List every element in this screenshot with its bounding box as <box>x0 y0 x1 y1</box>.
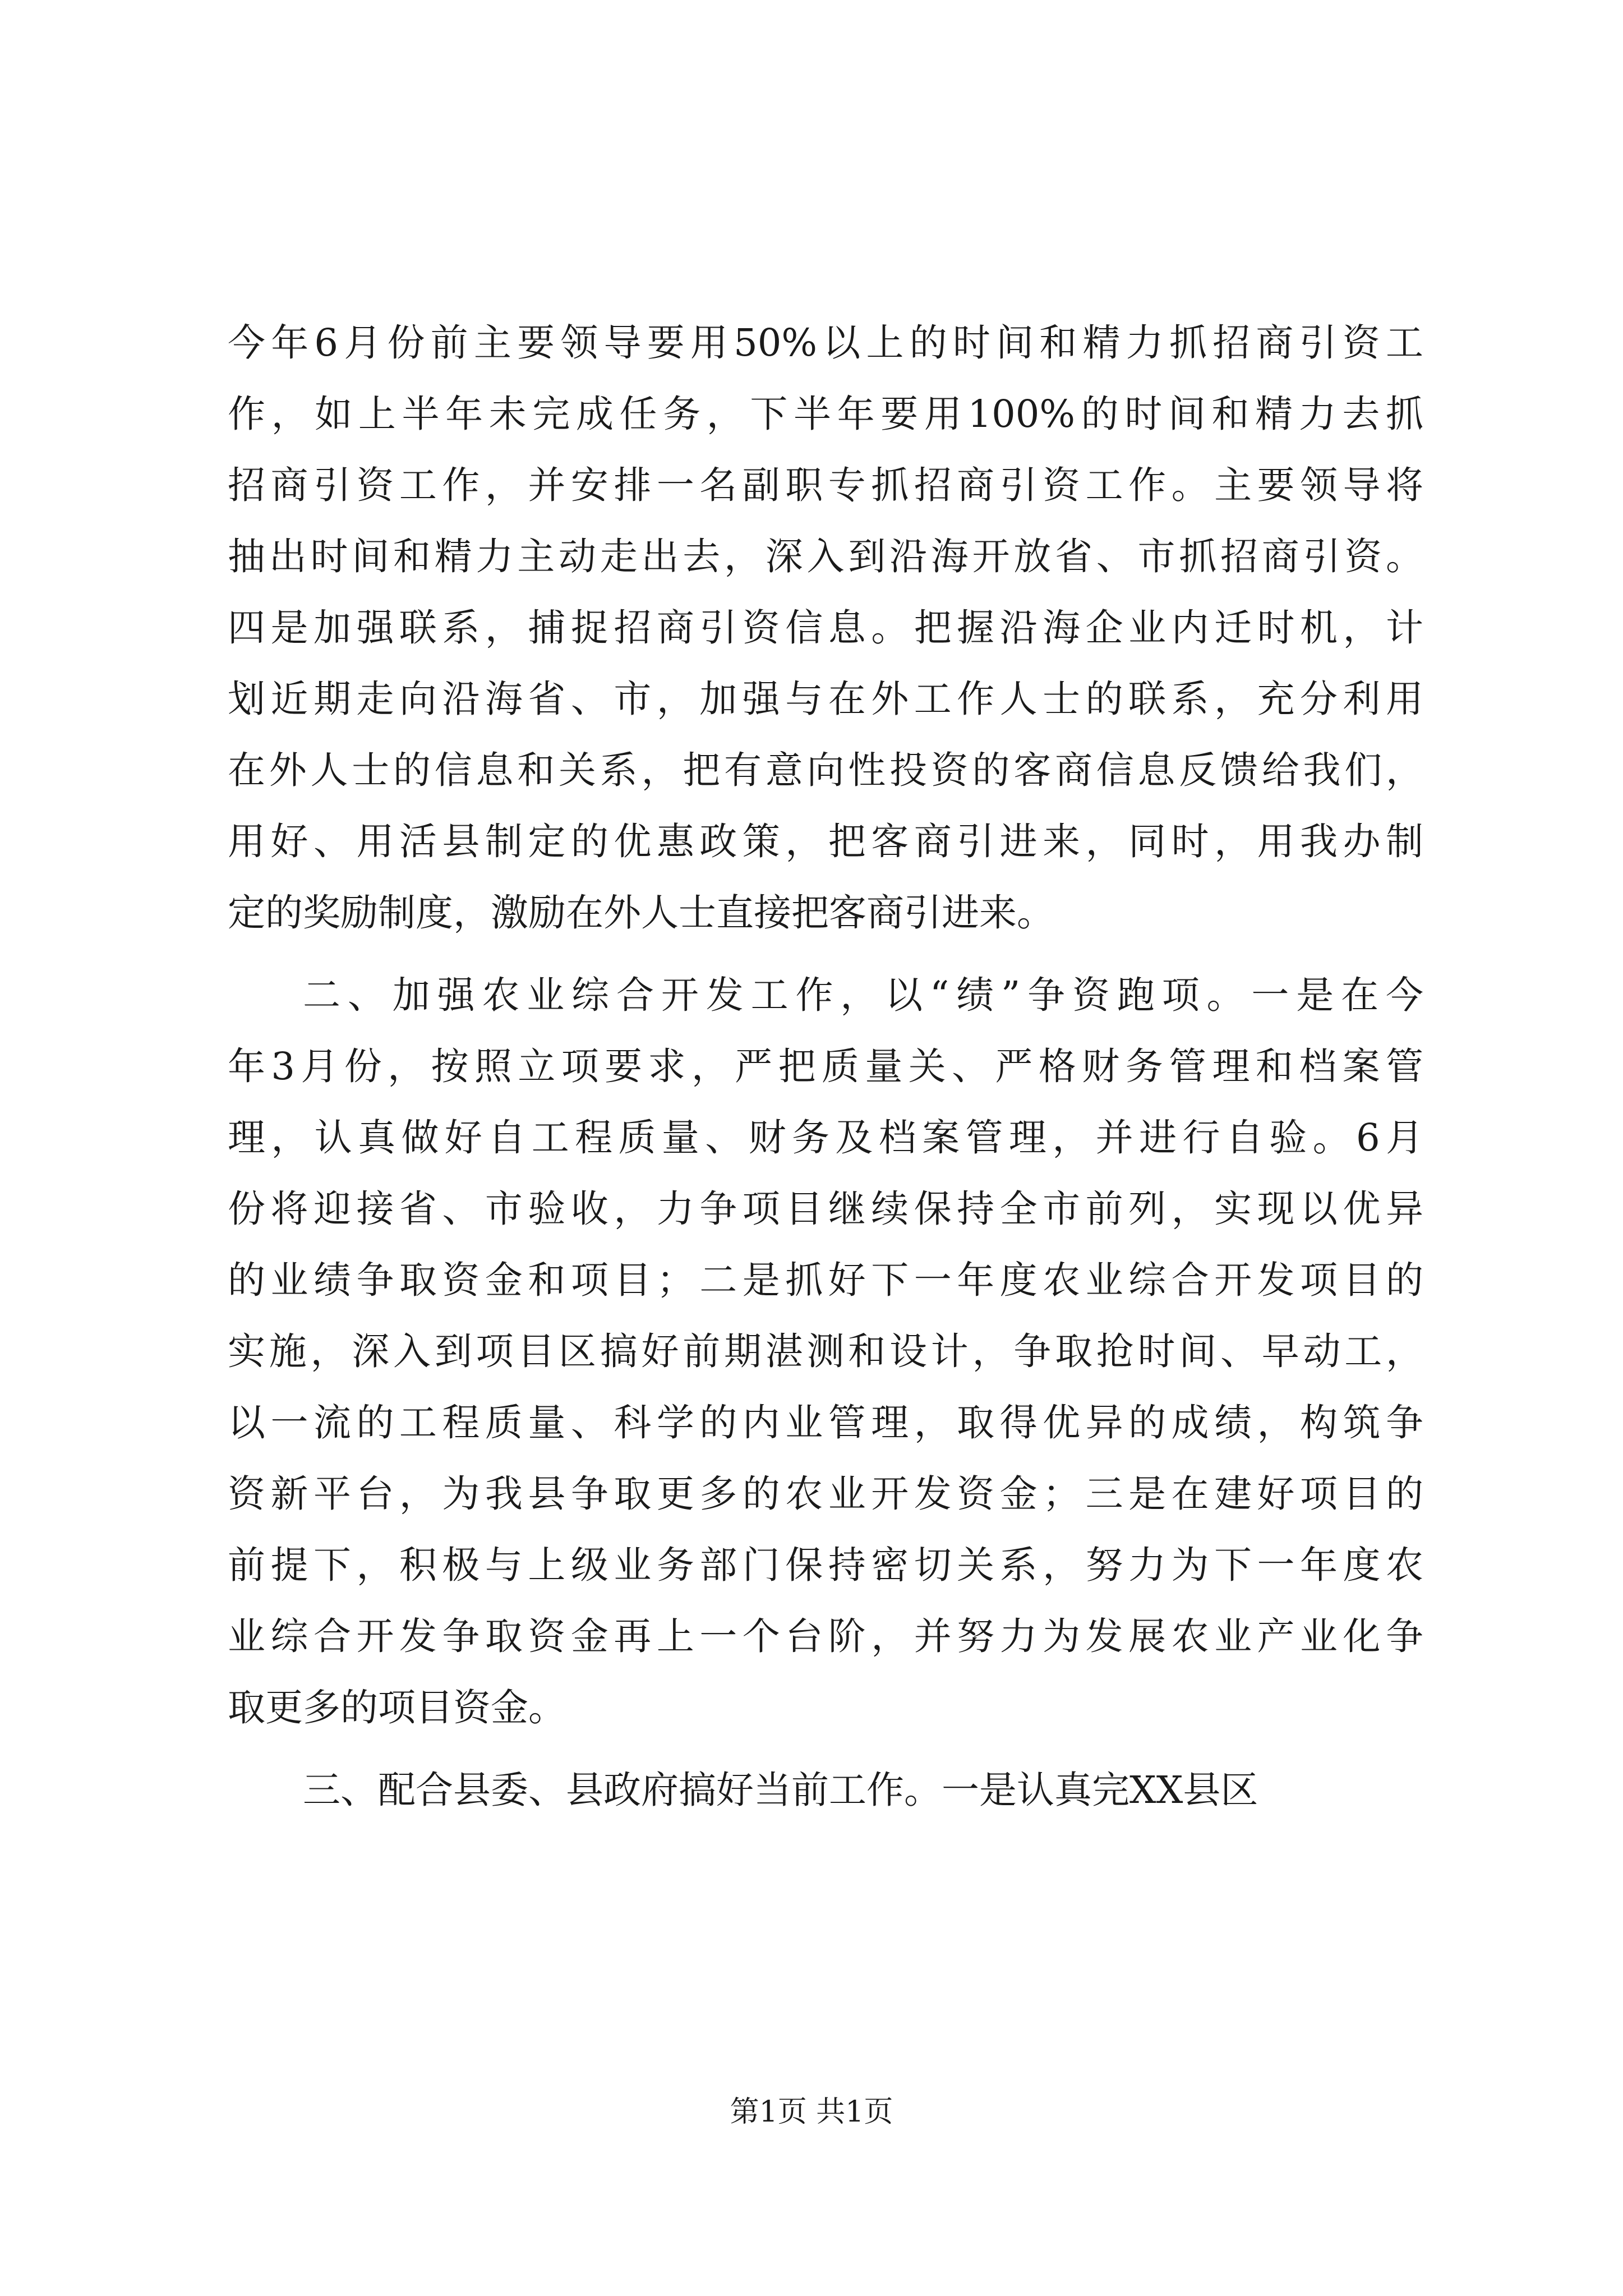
text-line: 以一流的工程质量、科学的内业管理，取得优异的成绩，构筑争 <box>228 1401 1423 1444</box>
paragraph-spacer <box>228 949 1423 960</box>
text-line: 前提下，积极与上级业务部门保持密切关系，努力为下一年度农 <box>228 1543 1423 1587</box>
text-line: 今年6月份前主要领导要用50%以上的时间和精力抓招商引资工 <box>228 321 1423 365</box>
text-line: 实施，深入到项目区搞好前期湛测和设计，争取抢时间、早动工， <box>228 1329 1423 1373</box>
text-line: 四是加强联系，捕捉招商引资信息。把握沿海企业内迁时机，计 <box>228 606 1423 650</box>
text-line: 定的奖励制度，激励在外人士直接把客商引进来。 <box>228 891 1054 935</box>
text-line: 在外人士的信息和关系，把有意向性投资的客商信息反馈给我们， <box>228 748 1423 792</box>
text-line: 作，如上半年未完成任务，下半年要用100%的时间和精力去抓 <box>228 392 1423 436</box>
paragraph <box>228 307 1423 949</box>
paragraph <box>228 960 1423 1743</box>
text-line: 取更多的项目资金。 <box>228 1686 566 1729</box>
text-line: 抽出时间和精力主动走出去，深入到沿海开放省、市抓招商引资。 <box>228 535 1423 578</box>
text-line: 二、加强农业综合开发工作，以“绩”争资跑项。一是在今 <box>303 973 1423 1017</box>
text-line: 划近期走向沿海省、市，加强与在外工作人士的联系，充分利用 <box>228 677 1423 721</box>
paragraph <box>228 1755 1423 1826</box>
text-line: 的业绩争取资金和项目；二是抓好下一年度农业综合开发项目的 <box>228 1258 1423 1302</box>
document-body <box>228 307 1423 1826</box>
text-line: 资新平台，为我县争取更多的农业开发资金；三是在建好项目的 <box>228 1472 1423 1516</box>
page-footer <box>0 2092 1623 2132</box>
text-line: 份将迎接省、市验收，力争项目继续保持全市前列，实现以优异 <box>228 1187 1423 1231</box>
text-line: 业综合开发争取资金再上一个台阶，并努力为发展农业产业化争 <box>228 1614 1423 1658</box>
text-line: 理，认真做好自工程质量、财务及档案管理，并进行自验。6月 <box>228 1116 1423 1159</box>
text-line: 年3月份，按照立项要求，严把质量关、严格财务管理和档案管 <box>228 1045 1423 1088</box>
text-line: 招商引资工作，并安排一名副职专抓招商引资工作。主要领导将 <box>228 463 1423 507</box>
text-line: 用好、用活县制定的优惠政策，把客商引进来，同时，用我办制 <box>228 820 1423 863</box>
text-line: 三、配合县委、县政府搞好当前工作。一是认真完XX县区 <box>303 1768 1258 1812</box>
paragraph-spacer <box>228 1743 1423 1755</box>
page-number: 第1页 共1页 <box>730 2095 893 2129</box>
